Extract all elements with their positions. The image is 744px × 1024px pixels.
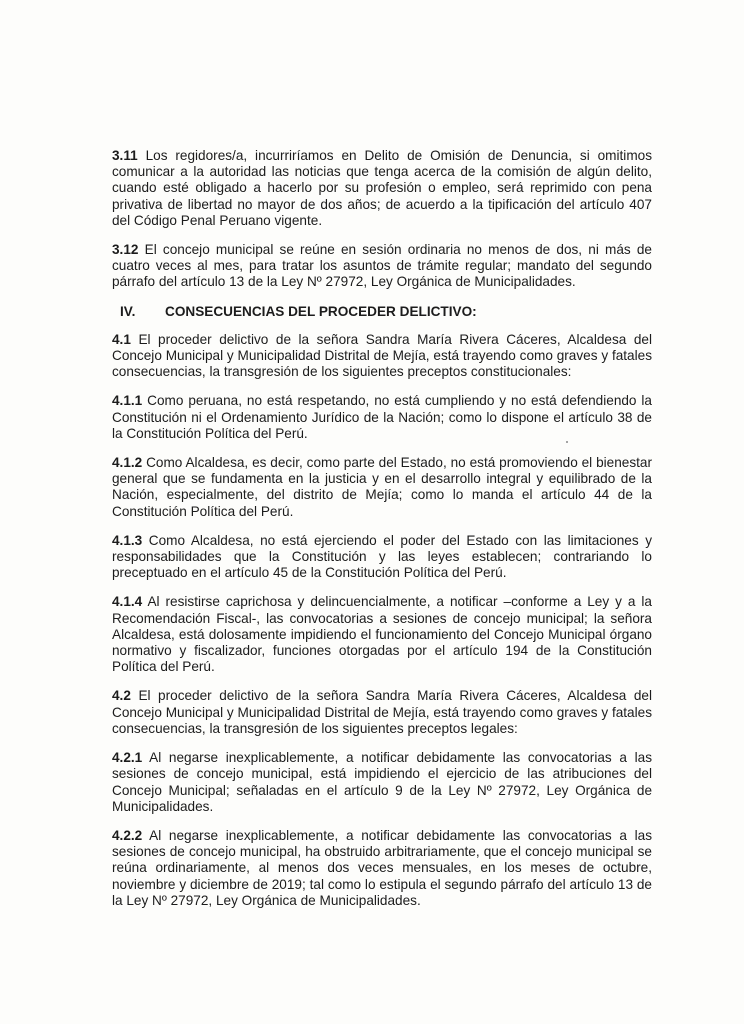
- section-heading-iv: [112, 304, 652, 320]
- paragraph-number: 4.1.4: [112, 594, 143, 610]
- paragraph-number: 4.2.1: [112, 750, 143, 766]
- paragraph-text: Como Alcaldesa, no está ejerciendo el poder del Estado con las limitaciones y responsabilidades que la Constitución y las leyes establecen; contrariando lo preceptuado en el artículo 45 de la Constitución Política del Perú.: [112, 532, 652, 581]
- paragraph-text: Como peruana, no está respetando, no está cumpliendo y no está defendiendo la Constitución ni el Ordenamiento Jurídico de la Nación; como lo dispone el artículo 38 de la Constitución Política del Perú.: [112, 393, 652, 441]
- section-number: IV.: [120, 303, 136, 319]
- paragraph-4-2-2: [112, 828, 652, 909]
- paragraph-4-2-1: [112, 750, 652, 815]
- document-body: [112, 148, 652, 922]
- paragraph-4-1-3: [112, 533, 652, 582]
- paragraph-number: 4.1.2: [112, 455, 143, 471]
- paragraph-4-1-1: [112, 393, 652, 442]
- paragraph-number: 4.2: [112, 688, 131, 704]
- paragraph-number: 4.1: [112, 331, 131, 347]
- paragraph-number: 4.2.2: [112, 827, 143, 843]
- paragraph-number: 3.11: [112, 148, 138, 163]
- paragraph-text: El proceder delictivo de la señora Sandra María Rivera Cáceres, Alcaldesa del Concejo Municipal y Municipalidad Distrital de Mejía, está trayendo como graves y fatales consecuencias, la transgresión de los siguientes preceptos legales:: [112, 688, 652, 736]
- paragraph-text: El concejo municipal se reúne en sesión ordinaria no menos de dos, ni más de cuatro veces al mes, para tratar los asuntos de trámite regular; mandato del segundo párrafo del artículo 13 de la Ley Nº 27972, Ley Orgánica de Municipalidades.: [112, 242, 652, 290]
- paragraph-text: Al negarse inexplicablemente, a notificar debidamente las convocatorias a las sesiones de concejo municipal, ha obstruido arbitrariamente, que el concejo municipal se reúna ordinariamente, al menos dos veces mensuales, en los meses de octubre, noviembre y diciembre de 2019; tal como lo estipula el segundo párrafo del artículo 13 de la Ley Nº 27972, Ley Orgánica de Municipalidades.: [112, 827, 652, 908]
- paragraph-text: Los regidores/a, incurriríamos en Delito de Omisión de Denuncia, si omitimos comunicar a la autoridad las noticias que tenga acerca de la comisión de algún delito, cuando esté obligado a hacerlo por su profesión o empleo, será reprimido con pena privativa de libertad no mayor de dos años; de acuerdo a la tipificación del artículo 407 del Código Penal Peruano vigente.: [112, 148, 652, 228]
- paragraph-4-1-2: [112, 455, 652, 520]
- paragraph-3-11: [112, 148, 652, 229]
- paragraph-number: 4.1.3: [112, 532, 143, 548]
- paragraph-4-1-4: [112, 594, 652, 675]
- paragraph-4-2: [112, 688, 652, 737]
- paragraph-number: 3.12: [112, 242, 139, 258]
- paragraph-4-1: [112, 332, 652, 381]
- section-title: CONSECUENCIAS DEL PROCEDER DELICTIVO:: [165, 303, 477, 319]
- paragraph-text: Al negarse inexplicablemente, a notificar debidamente las convocatorias a las sesiones de concejo municipal, está impidiendo el ejercicio de las atribuciones del Concejo Municipal; señaladas en el artículo 9 de la Ley Nº 27972, Ley Orgánica de Municipalidades.: [112, 750, 652, 814]
- paragraph-text: Como Alcaldesa, es decir, como parte del Estado, no está promoviendo el bienestar general que se fundamenta en la justicia y en el desarrollo integral y equilibrado de la Nación, especialmente, del distrito de Mejía; como lo manda el artículo 44 de la Constitución Política del Perú.: [112, 455, 652, 519]
- scan-speck: [566, 441, 568, 443]
- paragraph-text: El proceder delictivo de la señora Sandra María Rivera Cáceres, Alcaldesa del Concejo Municipal y Municipalidad Distrital de Mejía, está trayendo como graves y fatales consecuencias, la transgresión de los siguientes preceptos constitucionales:: [112, 331, 652, 380]
- paragraph-text: Al resistirse caprichosa y delincuencialmente, a notificar –conforme a Ley y a la Recomendación Fiscal-, las convocatorias a sesiones de concejo municipal; la señora Alcaldesa, está dolosamente impidiendo el funcionamiento del Concejo Municipal órgano normativo y fiscalizador, funciones otorgadas por el artículo 194 de la Constitución Política del Perú.: [112, 594, 652, 675]
- paragraph-3-12: [112, 242, 652, 291]
- paragraph-number: 4.1.1: [112, 393, 143, 409]
